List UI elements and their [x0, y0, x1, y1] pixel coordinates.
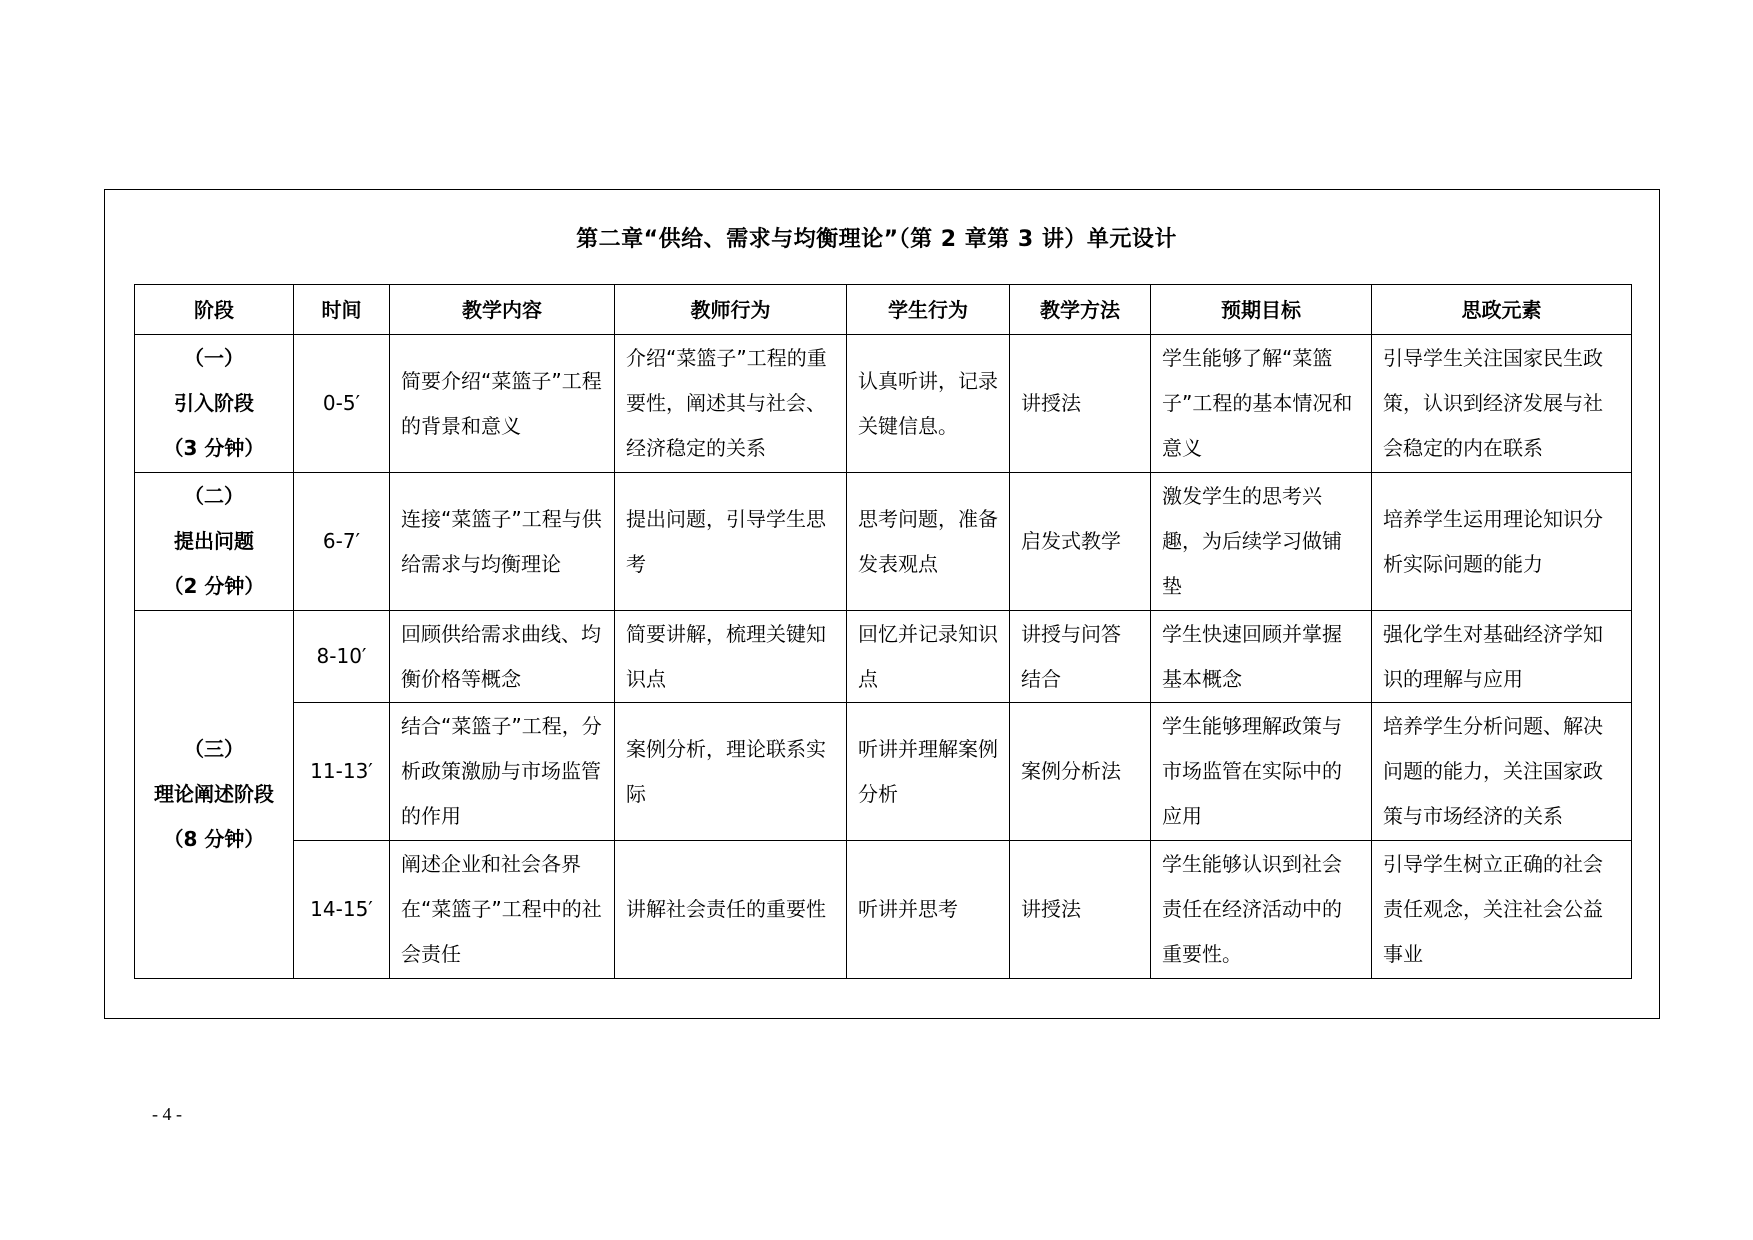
ideology-cell: 培养学生运用理论知识分析实际问题的能力 — [1372, 473, 1632, 611]
method-cell: 讲授法 — [1010, 335, 1151, 473]
table-row — [135, 703, 1632, 841]
teacher-cell: 介绍“菜篮子”工程的重要性，阐述其与社会、经济稳定的关系 — [615, 335, 847, 473]
header-time: 时间 — [294, 285, 390, 335]
stage-name: 提出问题 — [174, 529, 254, 553]
time-cell: 11-13′ — [294, 703, 390, 841]
page-number: - 4 - — [152, 1104, 182, 1124]
table-row — [135, 473, 1632, 611]
stage-number: （一） — [184, 346, 244, 370]
stage-name: 引入阶段 — [174, 391, 254, 415]
unit-design-table — [134, 284, 1632, 979]
time-cell: 14-15′ — [294, 841, 390, 979]
document-title: 第二章“供给、需求与均衡理论”（第 2 章第 3 讲）单元设计 — [576, 227, 1177, 252]
header-method: 教学方法 — [1010, 285, 1151, 335]
stage-number: （三） — [184, 737, 244, 761]
teacher-cell: 案例分析，理论联系实际 — [615, 703, 847, 841]
student-cell: 听讲并思考 — [847, 841, 1010, 979]
content-cell: 结合“菜篮子”工程，分析政策激励与市场监管的作用 — [390, 703, 615, 841]
student-cell: 回忆并记录知识点 — [847, 611, 1010, 703]
teacher-cell: 提出问题，引导学生思考 — [615, 473, 847, 611]
content-cell: 简要介绍“菜篮子”工程的背景和意义 — [390, 335, 615, 473]
time-cell: 8-10′ — [294, 611, 390, 703]
goal-cell: 学生能够了解“菜篮子”工程的基本情况和意义 — [1151, 335, 1372, 473]
goal-cell: 学生快速回顾并掌握基本概念 — [1151, 611, 1372, 703]
ideology-cell: 培养学生分析问题、解决问题的能力，关注国家政策与市场经济的关系 — [1372, 703, 1632, 841]
table-row — [135, 335, 1632, 473]
teacher-cell: 讲解社会责任的重要性 — [615, 841, 847, 979]
stage-cell — [135, 611, 294, 979]
ideology-cell: 引导学生关注国家民生政策，认识到经济发展与社会稳定的内在联系 — [1372, 335, 1632, 473]
stage-cell — [135, 335, 294, 473]
stage-number: （二） — [184, 484, 244, 508]
header-teacher: 教师行为 — [615, 285, 847, 335]
stage-duration: （3 分钟） — [163, 436, 265, 460]
stage-cell — [135, 473, 294, 611]
method-cell: 案例分析法 — [1010, 703, 1151, 841]
goal-cell: 学生能够理解政策与市场监管在实际中的应用 — [1151, 703, 1372, 841]
header-goal: 预期目标 — [1151, 285, 1372, 335]
method-cell: 讲授与问答结合 — [1010, 611, 1151, 703]
content-cell: 阐述企业和社会各界在“菜篮子”工程中的社会责任 — [390, 841, 615, 979]
student-cell: 听讲并理解案例分析 — [847, 703, 1010, 841]
ideology-cell: 引导学生树立正确的社会责任观念，关注社会公益事业 — [1372, 841, 1632, 979]
stage-duration: （2 分钟） — [163, 574, 265, 598]
stage-duration: （8 分钟） — [163, 827, 265, 851]
method-cell: 启发式教学 — [1010, 473, 1151, 611]
stage-name: 理论阐述阶段 — [154, 782, 274, 806]
table-row — [135, 611, 1632, 703]
table-header-row — [135, 285, 1632, 335]
goal-cell: 激发学生的思考兴趣，为后续学习做铺垫 — [1151, 473, 1372, 611]
ideology-cell: 强化学生对基础经济学知识的理解与应用 — [1372, 611, 1632, 703]
content-cell: 回顾供给需求曲线、均衡价格等概念 — [390, 611, 615, 703]
header-student: 学生行为 — [847, 285, 1010, 335]
student-cell: 思考问题，准备发表观点 — [847, 473, 1010, 611]
time-cell: 0-5′ — [294, 335, 390, 473]
header-ideology: 思政元素 — [1372, 285, 1632, 335]
method-cell: 讲授法 — [1010, 841, 1151, 979]
student-cell: 认真听讲，记录关键信息。 — [847, 335, 1010, 473]
header-content: 教学内容 — [390, 285, 615, 335]
header-stage: 阶段 — [135, 285, 294, 335]
goal-cell: 学生能够认识到社会责任在经济活动中的重要性。 — [1151, 841, 1372, 979]
table-row — [135, 841, 1632, 979]
time-cell: 6-7′ — [294, 473, 390, 611]
content-cell: 连接“菜篮子”工程与供给需求与均衡理论 — [390, 473, 615, 611]
teacher-cell: 简要讲解，梳理关键知识点 — [615, 611, 847, 703]
